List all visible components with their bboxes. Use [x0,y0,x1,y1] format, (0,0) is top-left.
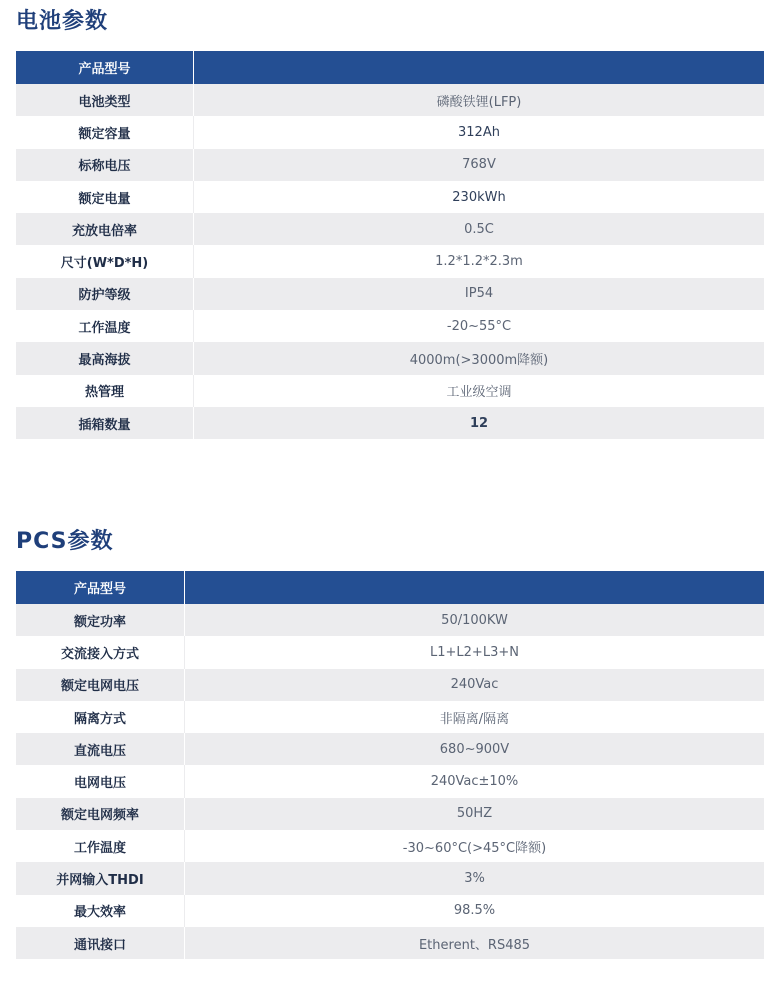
header-value-cell [193,51,764,84]
row-key: 充放电倍率 [16,213,193,245]
table-row [16,765,764,797]
row-key: 并网输入THDI [16,862,184,894]
row-key: 标称电压 [16,149,193,181]
row-value: L1+L2+L3+N [184,636,764,668]
row-value: 230kWh [193,181,764,213]
row-key: 隔离方式 [16,701,184,733]
header-key-cell: 产品型号 [16,51,193,84]
table-row [16,342,764,374]
table-row [16,149,764,181]
header-value-cell [184,571,764,604]
table-row [16,84,764,116]
row-value: -30~60°C(>45°C降额) [184,830,764,862]
row-value: 1.2*1.2*2.3m [193,245,764,277]
table-row [16,245,764,277]
row-key: 电池类型 [16,84,193,116]
row-value: 0.5C [193,213,764,245]
row-key: 最大效率 [16,895,184,927]
table-row [16,116,764,148]
table-row [16,798,764,830]
row-key: 工作温度 [16,830,184,862]
pcs-params-table [16,571,764,959]
table-row [16,636,764,668]
battery-params-table [16,51,764,439]
row-value: 12 [193,407,764,439]
row-value: IP54 [193,278,764,310]
table-row [16,830,764,862]
row-value: 50HZ [184,798,764,830]
row-value: 磷酸铁锂(LFP) [193,84,764,116]
table-row [16,895,764,927]
row-key: 交流接入方式 [16,636,184,668]
table-row [16,375,764,407]
row-key: 工作温度 [16,310,193,342]
row-value: 50/100KW [184,604,764,636]
header-key-cell: 产品型号 [16,571,184,604]
table-row [16,278,764,310]
row-value: 240Vac [184,669,764,701]
row-key: 最高海拔 [16,342,193,374]
row-value: 非隔离/隔离 [184,701,764,733]
row-key: 额定容量 [16,116,193,148]
row-key: 额定功率 [16,604,184,636]
row-key: 通讯接口 [16,927,184,959]
row-value: Etherent、RS485 [184,927,764,959]
table-row [16,669,764,701]
row-value: -20~55°C [193,310,764,342]
table-row [16,407,764,439]
table-row [16,181,764,213]
row-value: 4000m(>3000m降额) [193,342,764,374]
row-key: 额定电网电压 [16,669,184,701]
row-key: 防护等级 [16,278,193,310]
row-key: 尺寸(W*D*H) [16,245,193,277]
row-key: 额定电网频率 [16,798,184,830]
row-key: 额定电量 [16,181,193,213]
table-header-row [16,571,764,604]
table-row [16,213,764,245]
battery-section-title: 电池参数 [16,9,109,34]
table-row [16,701,764,733]
row-value: 768V [193,149,764,181]
pcs-section-title: PCS参数 [16,529,114,554]
row-key: 直流电压 [16,733,184,765]
table-row [16,733,764,765]
row-value: 工业级空调 [193,375,764,407]
row-key: 插箱数量 [16,407,193,439]
table-row [16,604,764,636]
row-key: 热管理 [16,375,193,407]
table-row [16,310,764,342]
row-value: 680~900V [184,733,764,765]
table-header-row [16,51,764,84]
row-value: 312Ah [193,116,764,148]
row-value: 3% [184,862,764,894]
table-row [16,862,764,894]
row-value: 240Vac±10% [184,765,764,797]
row-value: 98.5% [184,895,764,927]
table-row [16,927,764,959]
row-key: 电网电压 [16,765,184,797]
